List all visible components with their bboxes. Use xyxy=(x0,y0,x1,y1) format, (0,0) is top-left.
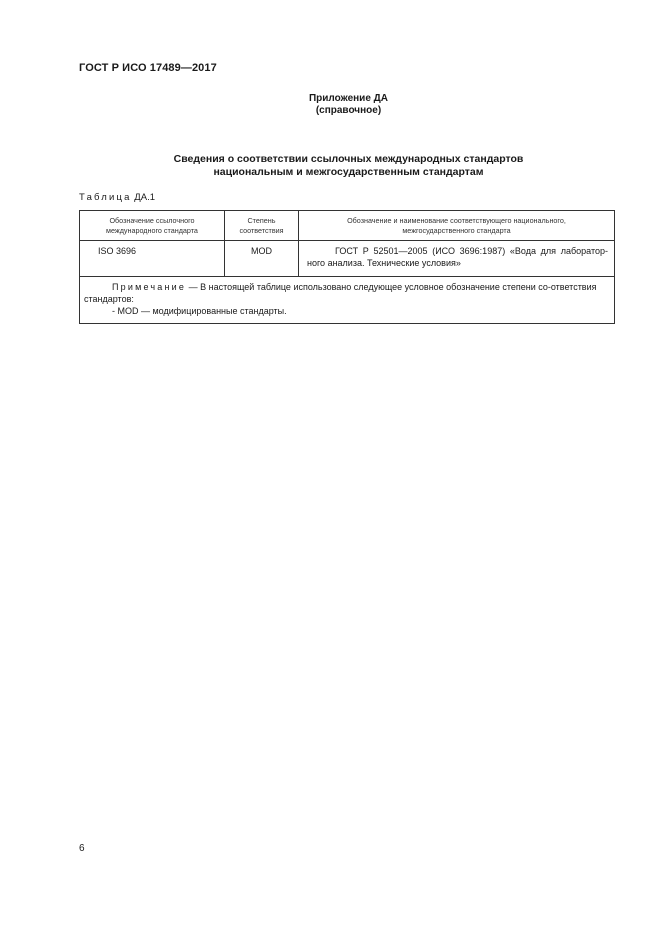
table-header-row xyxy=(80,211,615,241)
column-header-degree: Степень соответствия xyxy=(225,211,299,241)
cell-national: ГОСТ Р 52501—2005 (ИСО 3696:1987) «Вода для лаборатор-ного анализа. Технические условия» xyxy=(299,241,615,277)
section-title xyxy=(0,153,661,179)
table-caption xyxy=(79,192,155,203)
note-item: - MOD — модифицированные стандарты. xyxy=(112,306,287,316)
page-number: 6 xyxy=(79,843,85,854)
correspondence-table xyxy=(79,210,615,324)
table-caption-number: ДА.1 xyxy=(134,192,155,203)
note-text: — В настоящей таблице использовано следующее условное обозначение степени со-ответствия стандартов: xyxy=(84,282,597,304)
section-title-line1: Сведения о соответствии ссылочных международных стандартов xyxy=(173,153,524,165)
table-note xyxy=(80,277,615,324)
cell-degree: MOD xyxy=(225,241,299,277)
column-header-reference: Обозначение ссылочного международного стандарта xyxy=(80,211,225,241)
table-note-row xyxy=(80,277,615,324)
column-header-national: Обозначение и наименование соответствующего национального, межгосударственного стандарта xyxy=(299,211,615,241)
document-code: ГОСТ Р ИСО 17489—2017 xyxy=(79,62,217,74)
note-label: Примечание xyxy=(112,282,187,292)
appendix-title: Приложение ДА xyxy=(308,93,389,104)
table-row xyxy=(80,241,615,277)
appendix-subtitle: (справочное) xyxy=(315,105,382,116)
appendix-heading xyxy=(0,93,661,117)
section-title-line2: национальным и межгосударственным стандартам xyxy=(213,166,484,178)
cell-reference: ISO 3696 xyxy=(80,241,225,277)
correspondence-table-wrapper xyxy=(79,210,614,324)
table-caption-label: Таблица xyxy=(79,192,132,203)
